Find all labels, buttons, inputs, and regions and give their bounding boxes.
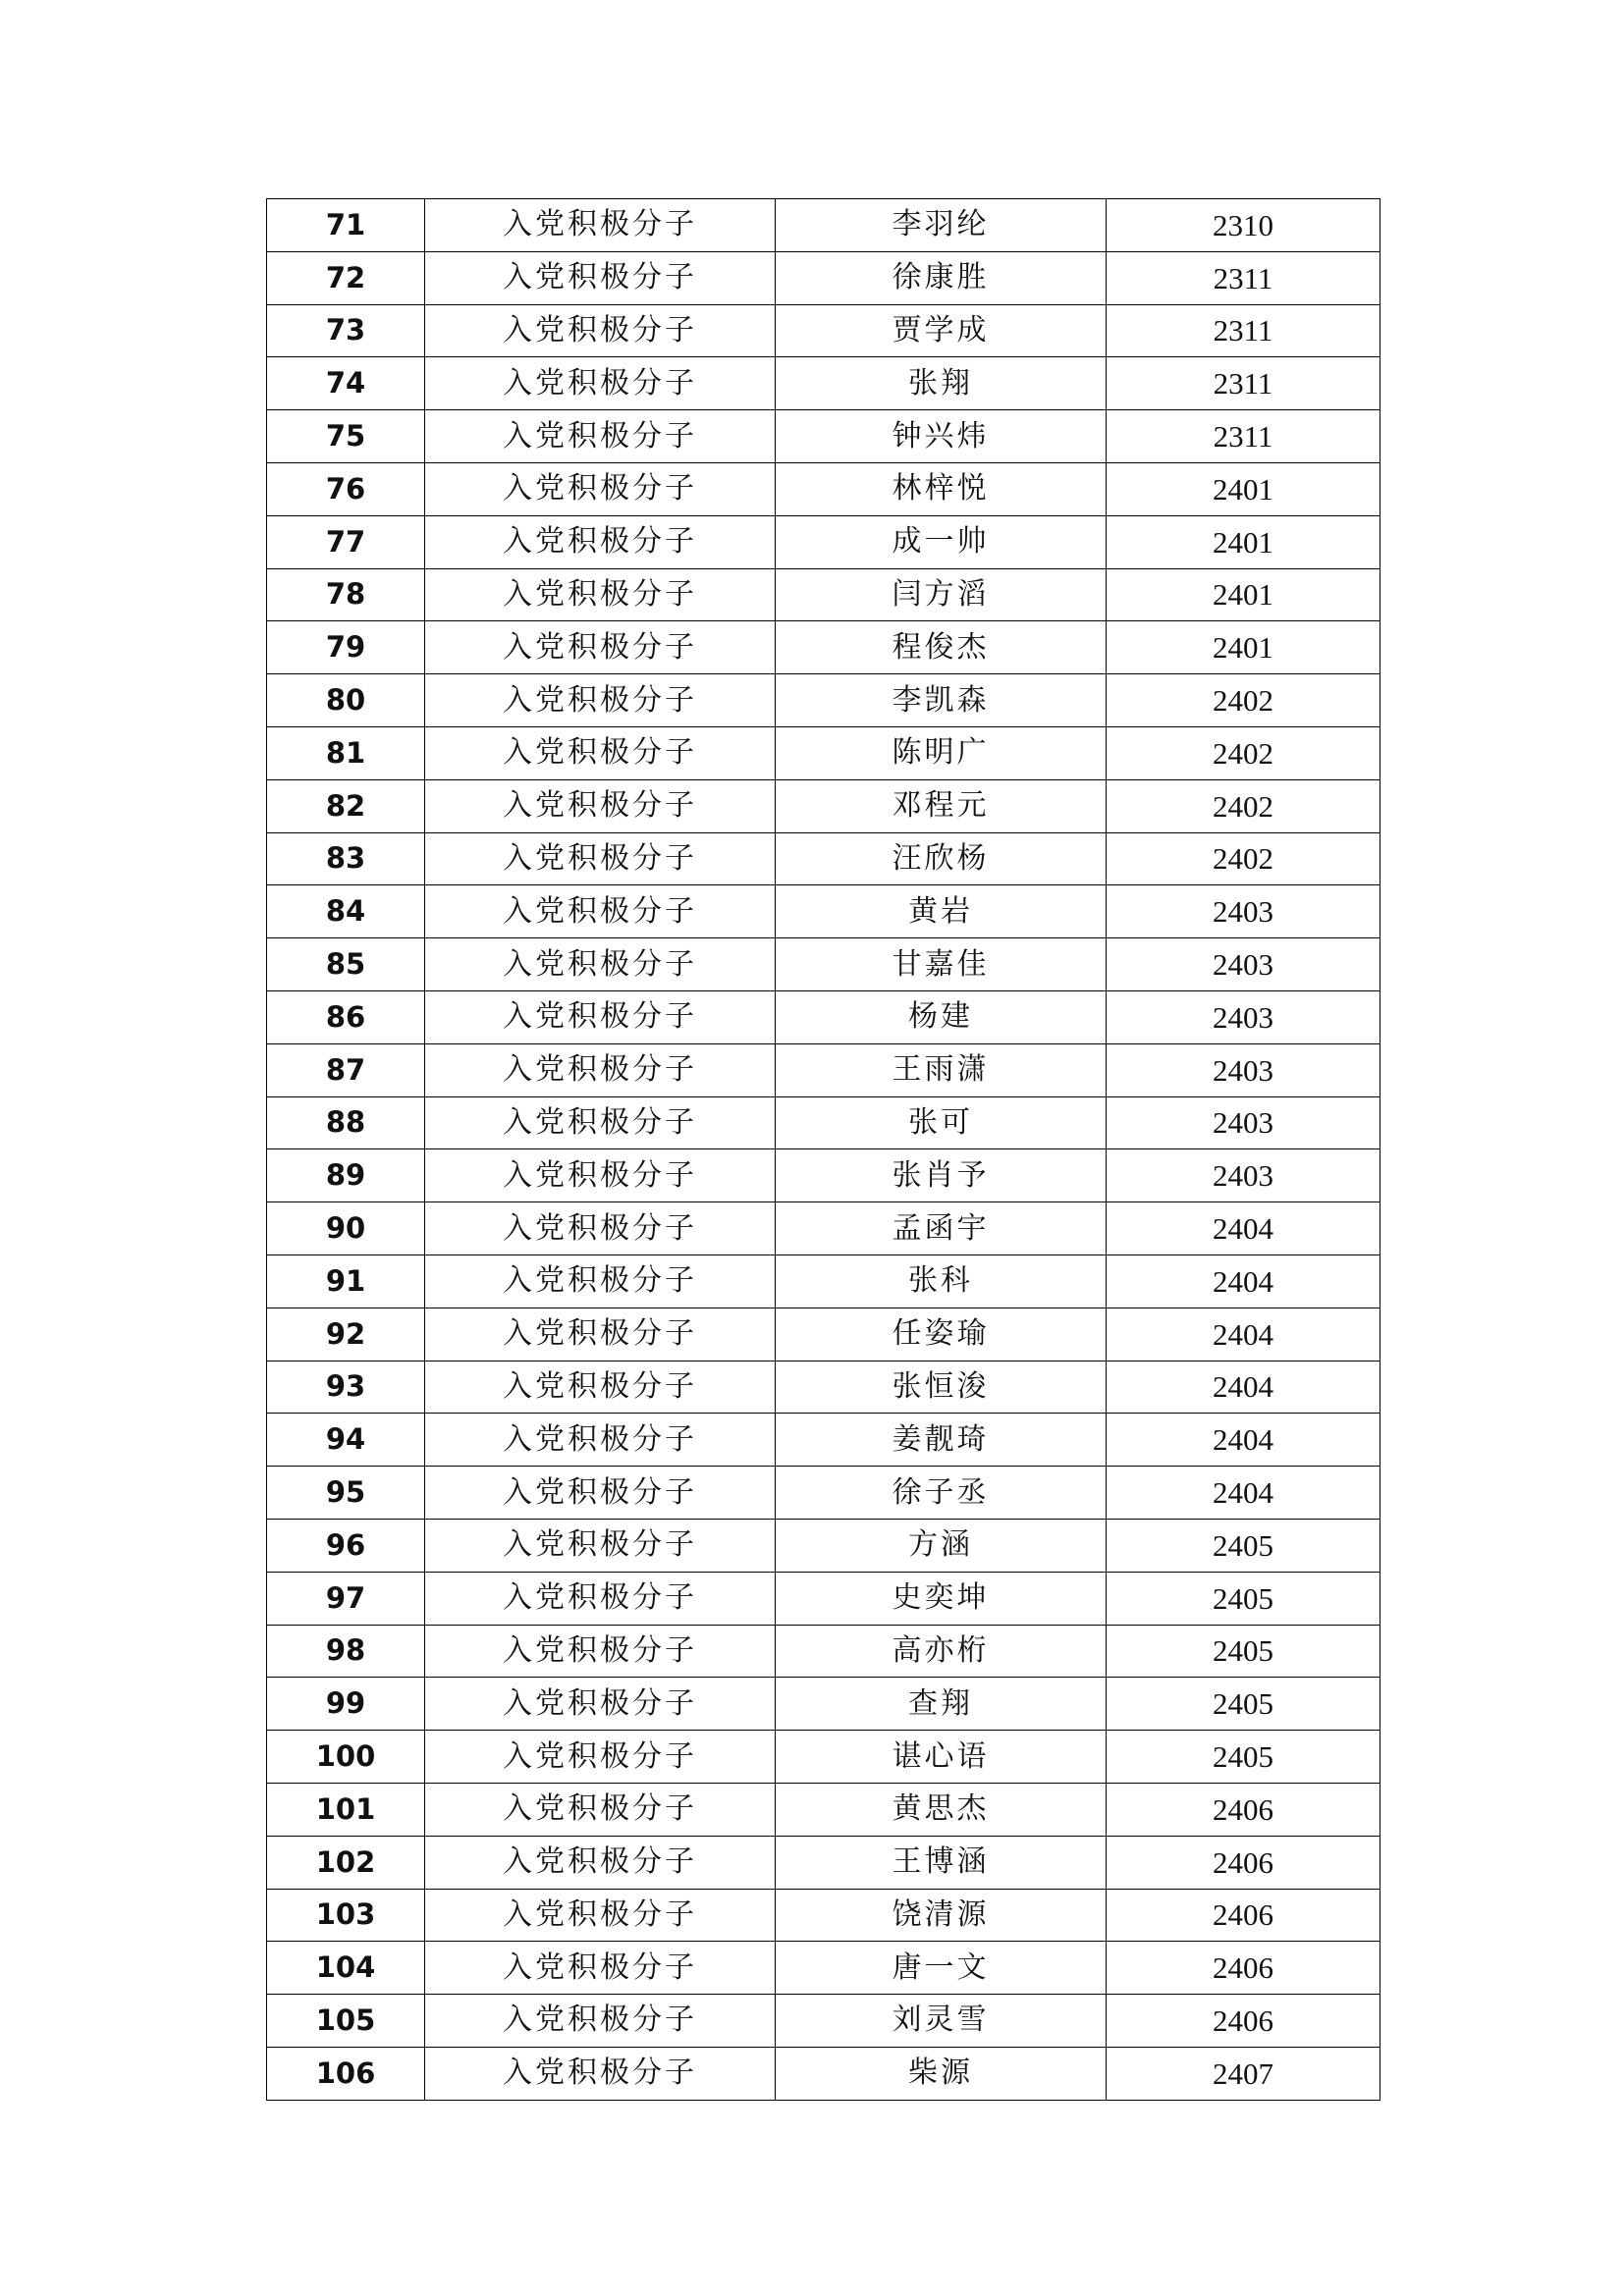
table-row [267,1414,1380,1467]
serial-number-cell: 85 [267,938,425,991]
serial-number-cell: 93 [267,1361,425,1414]
member-type-cell: 入党积极分子 [425,304,776,357]
member-type-cell: 入党积极分子 [425,1836,776,1889]
table-row [267,674,1380,727]
table-row [267,938,1380,991]
class-number-cell: 2405 [1107,1572,1380,1625]
student-name-cell: 贾学成 [776,304,1107,357]
table-row [267,304,1380,357]
table-row [267,251,1380,304]
student-name-cell: 张肖予 [776,1149,1107,1202]
serial-number-cell: 80 [267,674,425,727]
student-name-cell: 查翔 [776,1678,1107,1731]
member-type-cell: 入党积极分子 [425,1308,776,1361]
student-name-cell: 谌心语 [776,1731,1107,1784]
member-type-cell: 入党积极分子 [425,1467,776,1520]
serial-number-cell: 96 [267,1519,425,1572]
student-name-cell: 姜靓琦 [776,1414,1107,1467]
serial-number-cell: 76 [267,462,425,515]
student-name-cell: 王雨潇 [776,1043,1107,1096]
table-row [267,1889,1380,1942]
serial-number-cell: 74 [267,357,425,410]
table-row [267,1942,1380,1995]
serial-number-cell: 84 [267,885,425,938]
class-number-cell: 2310 [1107,199,1380,252]
class-number-cell: 2404 [1107,1414,1380,1467]
member-type-cell: 入党积极分子 [425,779,776,832]
student-name-cell: 史奕坤 [776,1572,1107,1625]
student-name-cell: 钟兴炜 [776,410,1107,463]
class-number-cell: 2401 [1107,568,1380,621]
serial-number-cell: 94 [267,1414,425,1467]
student-name-cell: 张翔 [776,357,1107,410]
student-name-cell: 杨建 [776,990,1107,1043]
class-number-cell: 2401 [1107,515,1380,568]
member-type-cell: 入党积极分子 [425,251,776,304]
student-name-cell: 徐康胜 [776,251,1107,304]
serial-number-cell: 102 [267,1836,425,1889]
member-type-cell: 入党积极分子 [425,1942,776,1995]
class-number-cell: 2403 [1107,990,1380,1043]
serial-number-cell: 75 [267,410,425,463]
member-type-cell: 入党积极分子 [425,1255,776,1308]
class-number-cell: 2405 [1107,1519,1380,1572]
table-row [267,1836,1380,1889]
class-number-cell: 2311 [1107,410,1380,463]
student-name-cell: 邓程元 [776,779,1107,832]
class-number-cell: 2402 [1107,726,1380,779]
member-type-cell: 入党积极分子 [425,1625,776,1678]
class-number-cell: 2402 [1107,779,1380,832]
student-name-cell: 李羽纶 [776,199,1107,252]
student-name-cell: 张恒浚 [776,1361,1107,1414]
table-row [267,1572,1380,1625]
student-name-cell: 唐一文 [776,1942,1107,1995]
serial-number-cell: 78 [267,568,425,621]
student-name-cell: 饶清源 [776,1889,1107,1942]
class-number-cell: 2404 [1107,1361,1380,1414]
student-name-cell: 甘嘉佳 [776,938,1107,991]
member-type-cell: 入党积极分子 [425,1995,776,2048]
member-type-cell: 入党积极分子 [425,1414,776,1467]
serial-number-cell: 106 [267,2047,425,2100]
serial-number-cell: 97 [267,1572,425,1625]
serial-number-cell: 83 [267,832,425,885]
table-row [267,1255,1380,1308]
class-number-cell: 2406 [1107,1995,1380,2048]
table-row [267,410,1380,463]
serial-number-cell: 92 [267,1308,425,1361]
student-name-cell: 黄岩 [776,885,1107,938]
class-number-cell: 2407 [1107,2047,1380,2100]
class-number-cell: 2404 [1107,1308,1380,1361]
class-number-cell: 2405 [1107,1678,1380,1731]
table-row [267,1467,1380,1520]
table-row [267,1731,1380,1784]
class-number-cell: 2401 [1107,621,1380,674]
serial-number-cell: 87 [267,1043,425,1096]
member-type-cell: 入党积极分子 [425,410,776,463]
class-number-cell: 2403 [1107,1149,1380,1202]
student-name-cell: 张可 [776,1096,1107,1149]
table-row [267,1625,1380,1678]
student-name-cell: 方涵 [776,1519,1107,1572]
class-number-cell: 2402 [1107,832,1380,885]
serial-number-cell: 81 [267,726,425,779]
serial-number-cell: 99 [267,1678,425,1731]
table-row [267,1149,1380,1202]
serial-number-cell: 105 [267,1995,425,2048]
member-type-cell: 入党积极分子 [425,1731,776,1784]
table-row [267,779,1380,832]
member-type-cell: 入党积极分子 [425,674,776,727]
serial-number-cell: 88 [267,1096,425,1149]
student-name-cell: 张科 [776,1255,1107,1308]
student-name-cell: 陈明广 [776,726,1107,779]
class-number-cell: 2403 [1107,1096,1380,1149]
roster-table [266,198,1380,2101]
member-type-cell: 入党积极分子 [425,515,776,568]
member-type-cell: 入党积极分子 [425,1043,776,1096]
class-number-cell: 2405 [1107,1731,1380,1784]
student-name-cell: 柴源 [776,2047,1107,2100]
student-name-cell: 任姿瑜 [776,1308,1107,1361]
serial-number-cell: 89 [267,1149,425,1202]
table-row [267,1519,1380,1572]
table-row [267,357,1380,410]
table-row [267,1995,1380,2048]
serial-number-cell: 91 [267,1255,425,1308]
member-type-cell: 入党积极分子 [425,1783,776,1836]
table-row [267,990,1380,1043]
table-row [267,1308,1380,1361]
serial-number-cell: 90 [267,1202,425,1255]
member-type-cell: 入党积极分子 [425,357,776,410]
serial-number-cell: 73 [267,304,425,357]
serial-number-cell: 77 [267,515,425,568]
member-type-cell: 入党积极分子 [425,1202,776,1255]
roster-table-body [267,199,1380,2101]
student-name-cell: 刘灵雪 [776,1995,1107,2048]
student-name-cell: 孟函宇 [776,1202,1107,1255]
serial-number-cell: 103 [267,1889,425,1942]
table-row [267,726,1380,779]
member-type-cell: 入党积极分子 [425,1678,776,1731]
table-row [267,1361,1380,1414]
table-row [267,462,1380,515]
class-number-cell: 2311 [1107,304,1380,357]
class-number-cell: 2406 [1107,1783,1380,1836]
serial-number-cell: 72 [267,251,425,304]
table-row [267,621,1380,674]
table-row [267,1043,1380,1096]
student-name-cell: 程俊杰 [776,621,1107,674]
serial-number-cell: 100 [267,1731,425,1784]
table-row [267,2047,1380,2100]
member-type-cell: 入党积极分子 [425,1889,776,1942]
student-name-cell: 黄思杰 [776,1783,1107,1836]
class-number-cell: 2404 [1107,1202,1380,1255]
class-number-cell: 2405 [1107,1625,1380,1678]
member-type-cell: 入党积极分子 [425,832,776,885]
class-number-cell: 2406 [1107,1836,1380,1889]
serial-number-cell: 101 [267,1783,425,1836]
serial-number-cell: 104 [267,1942,425,1995]
member-type-cell: 入党积极分子 [425,1096,776,1149]
member-type-cell: 入党积极分子 [425,990,776,1043]
table-row [267,1096,1380,1149]
student-name-cell: 高亦桁 [776,1625,1107,1678]
table-row [267,1202,1380,1255]
serial-number-cell: 82 [267,779,425,832]
student-name-cell: 汪欣杨 [776,832,1107,885]
member-type-cell: 入党积极分子 [425,568,776,621]
student-name-cell: 闫方滔 [776,568,1107,621]
member-type-cell: 入党积极分子 [425,885,776,938]
table-row [267,1678,1380,1731]
member-type-cell: 入党积极分子 [425,1519,776,1572]
class-number-cell: 2406 [1107,1942,1380,1995]
class-number-cell: 2404 [1107,1255,1380,1308]
student-name-cell: 王博涵 [776,1836,1107,1889]
class-number-cell: 2403 [1107,885,1380,938]
serial-number-cell: 95 [267,1467,425,1520]
class-number-cell: 2404 [1107,1467,1380,1520]
table-row [267,832,1380,885]
member-type-cell: 入党积极分子 [425,726,776,779]
table-row [267,885,1380,938]
table-row [267,199,1380,252]
table-row [267,515,1380,568]
class-number-cell: 2311 [1107,357,1380,410]
class-number-cell: 2401 [1107,462,1380,515]
serial-number-cell: 98 [267,1625,425,1678]
member-type-cell: 入党积极分子 [425,1572,776,1625]
member-type-cell: 入党积极分子 [425,938,776,991]
student-name-cell: 徐子丞 [776,1467,1107,1520]
class-number-cell: 2311 [1107,251,1380,304]
class-number-cell: 2406 [1107,1889,1380,1942]
member-type-cell: 入党积极分子 [425,1149,776,1202]
class-number-cell: 2403 [1107,1043,1380,1096]
serial-number-cell: 86 [267,990,425,1043]
member-type-cell: 入党积极分子 [425,199,776,252]
member-type-cell: 入党积极分子 [425,1361,776,1414]
student-name-cell: 林梓悦 [776,462,1107,515]
member-type-cell: 入党积极分子 [425,462,776,515]
student-name-cell: 李凯森 [776,674,1107,727]
serial-number-cell: 71 [267,199,425,252]
serial-number-cell: 79 [267,621,425,674]
member-type-cell: 入党积极分子 [425,621,776,674]
student-name-cell: 成一帅 [776,515,1107,568]
table-row [267,568,1380,621]
table-row [267,1783,1380,1836]
class-number-cell: 2403 [1107,938,1380,991]
member-type-cell: 入党积极分子 [425,2047,776,2100]
class-number-cell: 2402 [1107,674,1380,727]
